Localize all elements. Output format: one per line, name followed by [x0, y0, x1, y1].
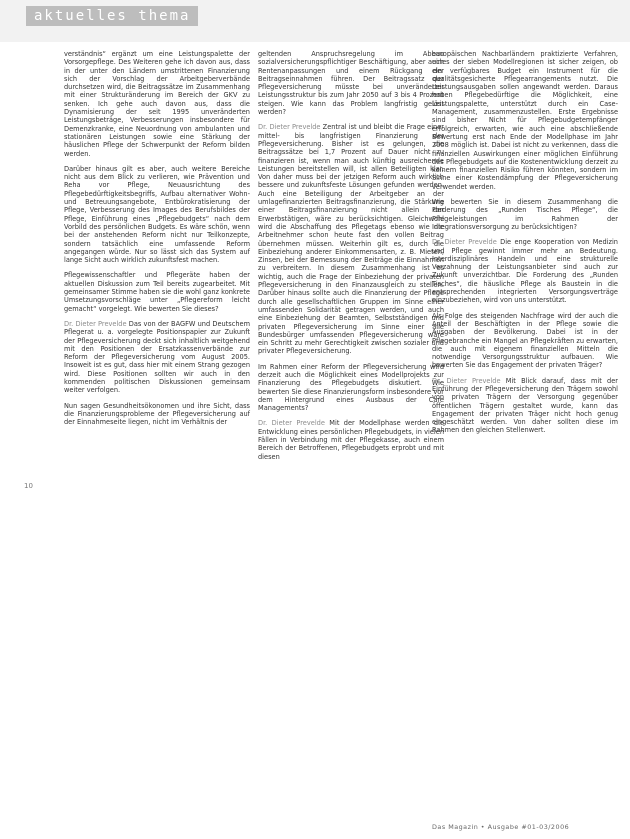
speaker-label: Dr. Dieter Prevelde — [258, 419, 325, 428]
question-paragraph: Nun sagen Gesundheitsökonomen und ihre Sicht, dass die Finanzierungsprobleme der Pflegeversicherung auf der Einnahmeseite liegen, nicht im Verhältnis der — [64, 401, 250, 427]
speaker-label: Dr. Dieter Prevelde — [258, 123, 321, 132]
paragraph: geltenden Anspruchsregelung im Abbau sozialversicherungspflichtiger Beschäftigung, aber auch Rentenanpassungen und einem Rückgang der Beitragseinnahmen führen. Der Beitragssatz der Pflegeversicherung müsste bei unveränderter Leistungsstruktur bis zum Jahr 2050 auf 3 bis 4 Prozent steigen. Wie kann das Problem langfristig gelöst werden? — [258, 50, 444, 117]
section-title: aktuelles thema — [26, 6, 198, 26]
paragraph: europäischen Nachbarländern praktizierte Verfahren, eines der sieben Modellregionen ist sicher zeigen, ob ein verfügbares Budget ein Instrument für die qualitätsgesicherte Pflegearrangements nutzt. Die Leistungsausgaben sollen angewandt werden. Daraus haben Pflegebedürftige die Möglichkeit, eine Leistungspalette, unterstützt durch ein Case-Management, zusammenzustellen. Erste Ergebnisse sind bisher Nicht für Pflegebudgetempfänger erfolgreich, erwarten, wie auch eine abschließende Bewertung erst nach Ende der Modellphase im Jahr 2008 möglich ist. Dabei ist nicht zu verkennen, dass die finanziellen Auswirkungen einer möglichen Einführung des Pflegebudgets auf die Kostenentwicklung derzeit zu keinem finanziellen Risiko führen könnten, sondern im Sinne einer Kostendämpfung der Pflegeversicherung verwendet werden. — [432, 50, 618, 191]
speaker-label: Dr. Dieter Prevelde — [64, 319, 127, 328]
paragraph: Darüber hinaus gilt es aber, auch weitere Bereiche nicht aus dem Blick zu verlieren, wie Prävention und Reha vor Pflege, Neuausrichtung des Pflegebedürftigkeitsbegriffs, Aufbau alternativer Wohn- und Betreuungsangebote, Entbürokratisierung der Pflege, Verbesserung des Images des Berufsbildes der Pflege, Einführung eines „Pflegebudgets“ nach dem Vorbild des persönlichen Budgets. Es wäre schön, wenn bei der anstehenden Reform nicht nur Teilkonzepte, sondern tatsächlich eine umfassende Reform angegangen würde. Nur so lässt sich das System auf lange Sicht auch wirklich zukunftsfest machen. — [64, 164, 250, 265]
margin-marker: 10 — [24, 482, 33, 490]
answer-paragraph: Dr. Dieter Prevelde Zentral ist und bleibt die Frage einer mittel- bis langfristigen Finanzierung der Pflegeversicherung. Bisher ist es gelungen, die Beitragssätze bei 1,7 Prozent auf Dauer nicht zu finanzieren ist, wenn man auch künftig ausreichende Leistungen bereitstellen will, ist allen Beteiligten klar. Von daher muss bei der jetzigen Reform auch wirklich bessere und zukunftsfeste Lösungen gefunden werden. Auch eine Beteiligung der Arbeitgeber an der umlagefinanzierten Beitragsfinanzierung, die Stärkung einer Beitragsfinanzierung nicht allein der Erwerbstätigen, wäre zu berücksichtigen. Gleichwohl wird die Abschaffung des Pflegetags ebenso wie die Arbeitnehmer schon heute fast den vollen Beitrag übernehmen müssen. Weiterhin gilt es, durch die Einbeziehung anderer Einkommensarten, z. B. Mieten, Zinsen, bei der Bemessung der Beiträge die Einnahmen zu verbreitern. In diesem Zusammenhang ist es wichtig, auch die Frage der Einbeziehung der privaten Pflegeversicherung in den Finanzausgleich zu stellen. Darüber hinaus sollte auch die Finanzierung der Pflege durch alle gesellschaftlichen Gruppen im Sinne einer umfassenden Solidarität getragen werden, und auch eine Einbeziehung der Beamten, Selbstständigen und privaten Pflegeversicherung im Sinne einer alle Bundesbürger umfassenden Pflegeversicherung wäre ein Schritt zu mehr Gerechtigkeit zwischen sozialer und privater Pflegeversicherung. — [258, 123, 444, 356]
answer-paragraph: Dr. Dieter Prevelde Das von der BAGFW und Deutschem Pflegerat u. a. vorgelegte Positionspapier zur Zukunft der Pflegeversicherung deckt sich inhaltlich weitgehend mit den Positionen der Ersatzkassenverbände zur Reform der Pflegeversicherung vom August 2005. Insoweit ist es gut, dass hier mit einem Strang gezogen wird. Diese Positionen sollten wir auch in den kommenden politischen Diskussionen gemeinsam weiter verfolgen. — [64, 319, 250, 395]
answer-paragraph: Dr. Dieter Prevelde Mit der Modellphase werden die Entwicklung eines persönlichen Pflegebudgets, in vielen Fällen in Verbindung mit der Pflegekasse, auch einem Bereich der Betroffenen, Pflegebudgets erprobt und mit diesen — [258, 419, 444, 461]
answer-paragraph: Dr. Dieter Prevelde Mit Blick darauf, dass mit der Einführung der Pflegeversicherung den Trägern sowohl von privaten Trägern der Versorgung gegenüber öffentlichen Trägern gestaltet wurde, kann das Engagement der privaten Träger nicht hoch genug eingeschätzt werden. Von daher sollten diese im Rahmen den gleichen Stellenwert. — [432, 376, 618, 435]
text-column-1 — [64, 50, 250, 433]
question-paragraph: Wie bewerten Sie in diesem Zusammenhang die Forderung des „Runden Tisches Pflege“, die Pflegeleistungen im Rahmen der Integrationsversorgung zu berücksichtigen? — [432, 198, 618, 231]
question-paragraph: Pflegewissenschaftler und Pflegeräte haben der aktuellen Diskussion zum Teil bereits zugearbeitet. Mit gemeinsamer Stimme haben sie die wohl ganz konkrete Umsetzungsvorschläge unter „Pflegereform leicht gemacht“ vorgelegt. Wie bewerten Sie dieses? — [64, 271, 250, 313]
answer-paragraph: Dr. Dieter Prevelde Die enge Kooperation von Medizin und Pflege gewinnt immer mehr an Bedeutung. Interdisziplinäres Handeln und eine strukturelle Verzahnung der Leistungsanbieter sind auch zur Zukunft unverzichtbar. Die Forderung des „Runden Tisches“, die häusliche Pflege als Baustein in die entsprechenden integrierten Versorgungsverträge einzubeziehen, wird von uns unterstützt. — [432, 238, 618, 305]
text-column-2 — [258, 50, 444, 468]
page-footer: Das Magazin • Ausgabe #01-03/2006 — [432, 823, 570, 831]
speaker-label: Dr. Dieter Prevelde — [432, 376, 501, 385]
text-column-3 — [432, 50, 618, 442]
paragraph: verständnis“ ergänzt um eine Leistungspalette der Vorsorgepflege. Des Weiteren gehe ich davon aus, dass in der unter den Ländern umstrittenen Finanzierung sich der Vorschlag der Arbeitgeberverbände durchsetzen wird, die Beitragssätze im Zusammenhang mit einer Strukturänderung im Bereich der GKV zu senken. Ich gehe auch davon aus, dass die Dynamisierung der seit 1995 unveränderten Leistungsbeträge, Verbesserungen insbesondere für Demenzkranke, eine Neuordnung von ambulanten und stationären Leistungen sowie eine Stärkung der häuslichen Pflege der Schwerpunkt der Reform bilden werden. — [64, 50, 250, 158]
question-paragraph: Im Rahmen einer Reform der Pflegeversicherung wird derzeit auch die Möglichkeit eines Modellprojekts zur Finanzierung des Pflegebudgets diskutiert. Wie bewerten Sie diese Finanzierungsform insbesondere vor dem Hintergrund eines Ausbaus der Care Managements? — [258, 362, 444, 413]
question-paragraph: Als Folge des steigenden Nachfrage wird der auch die Anteil der Beschäftigten in der Pflege sowie die Ausgaben der Bevölkerung. Dabei ist in der Pflegebranche ein Mangel an Pflegekräften zu erwarten, die auch mit eigenem finanziellen Mitteln die notwendige Versorgungsstruktur aufbauen. Wie bewerten Sie das Engagement der privaten Träger? — [432, 311, 618, 370]
speaker-label: Dr. Dieter Prevelde — [432, 238, 497, 247]
